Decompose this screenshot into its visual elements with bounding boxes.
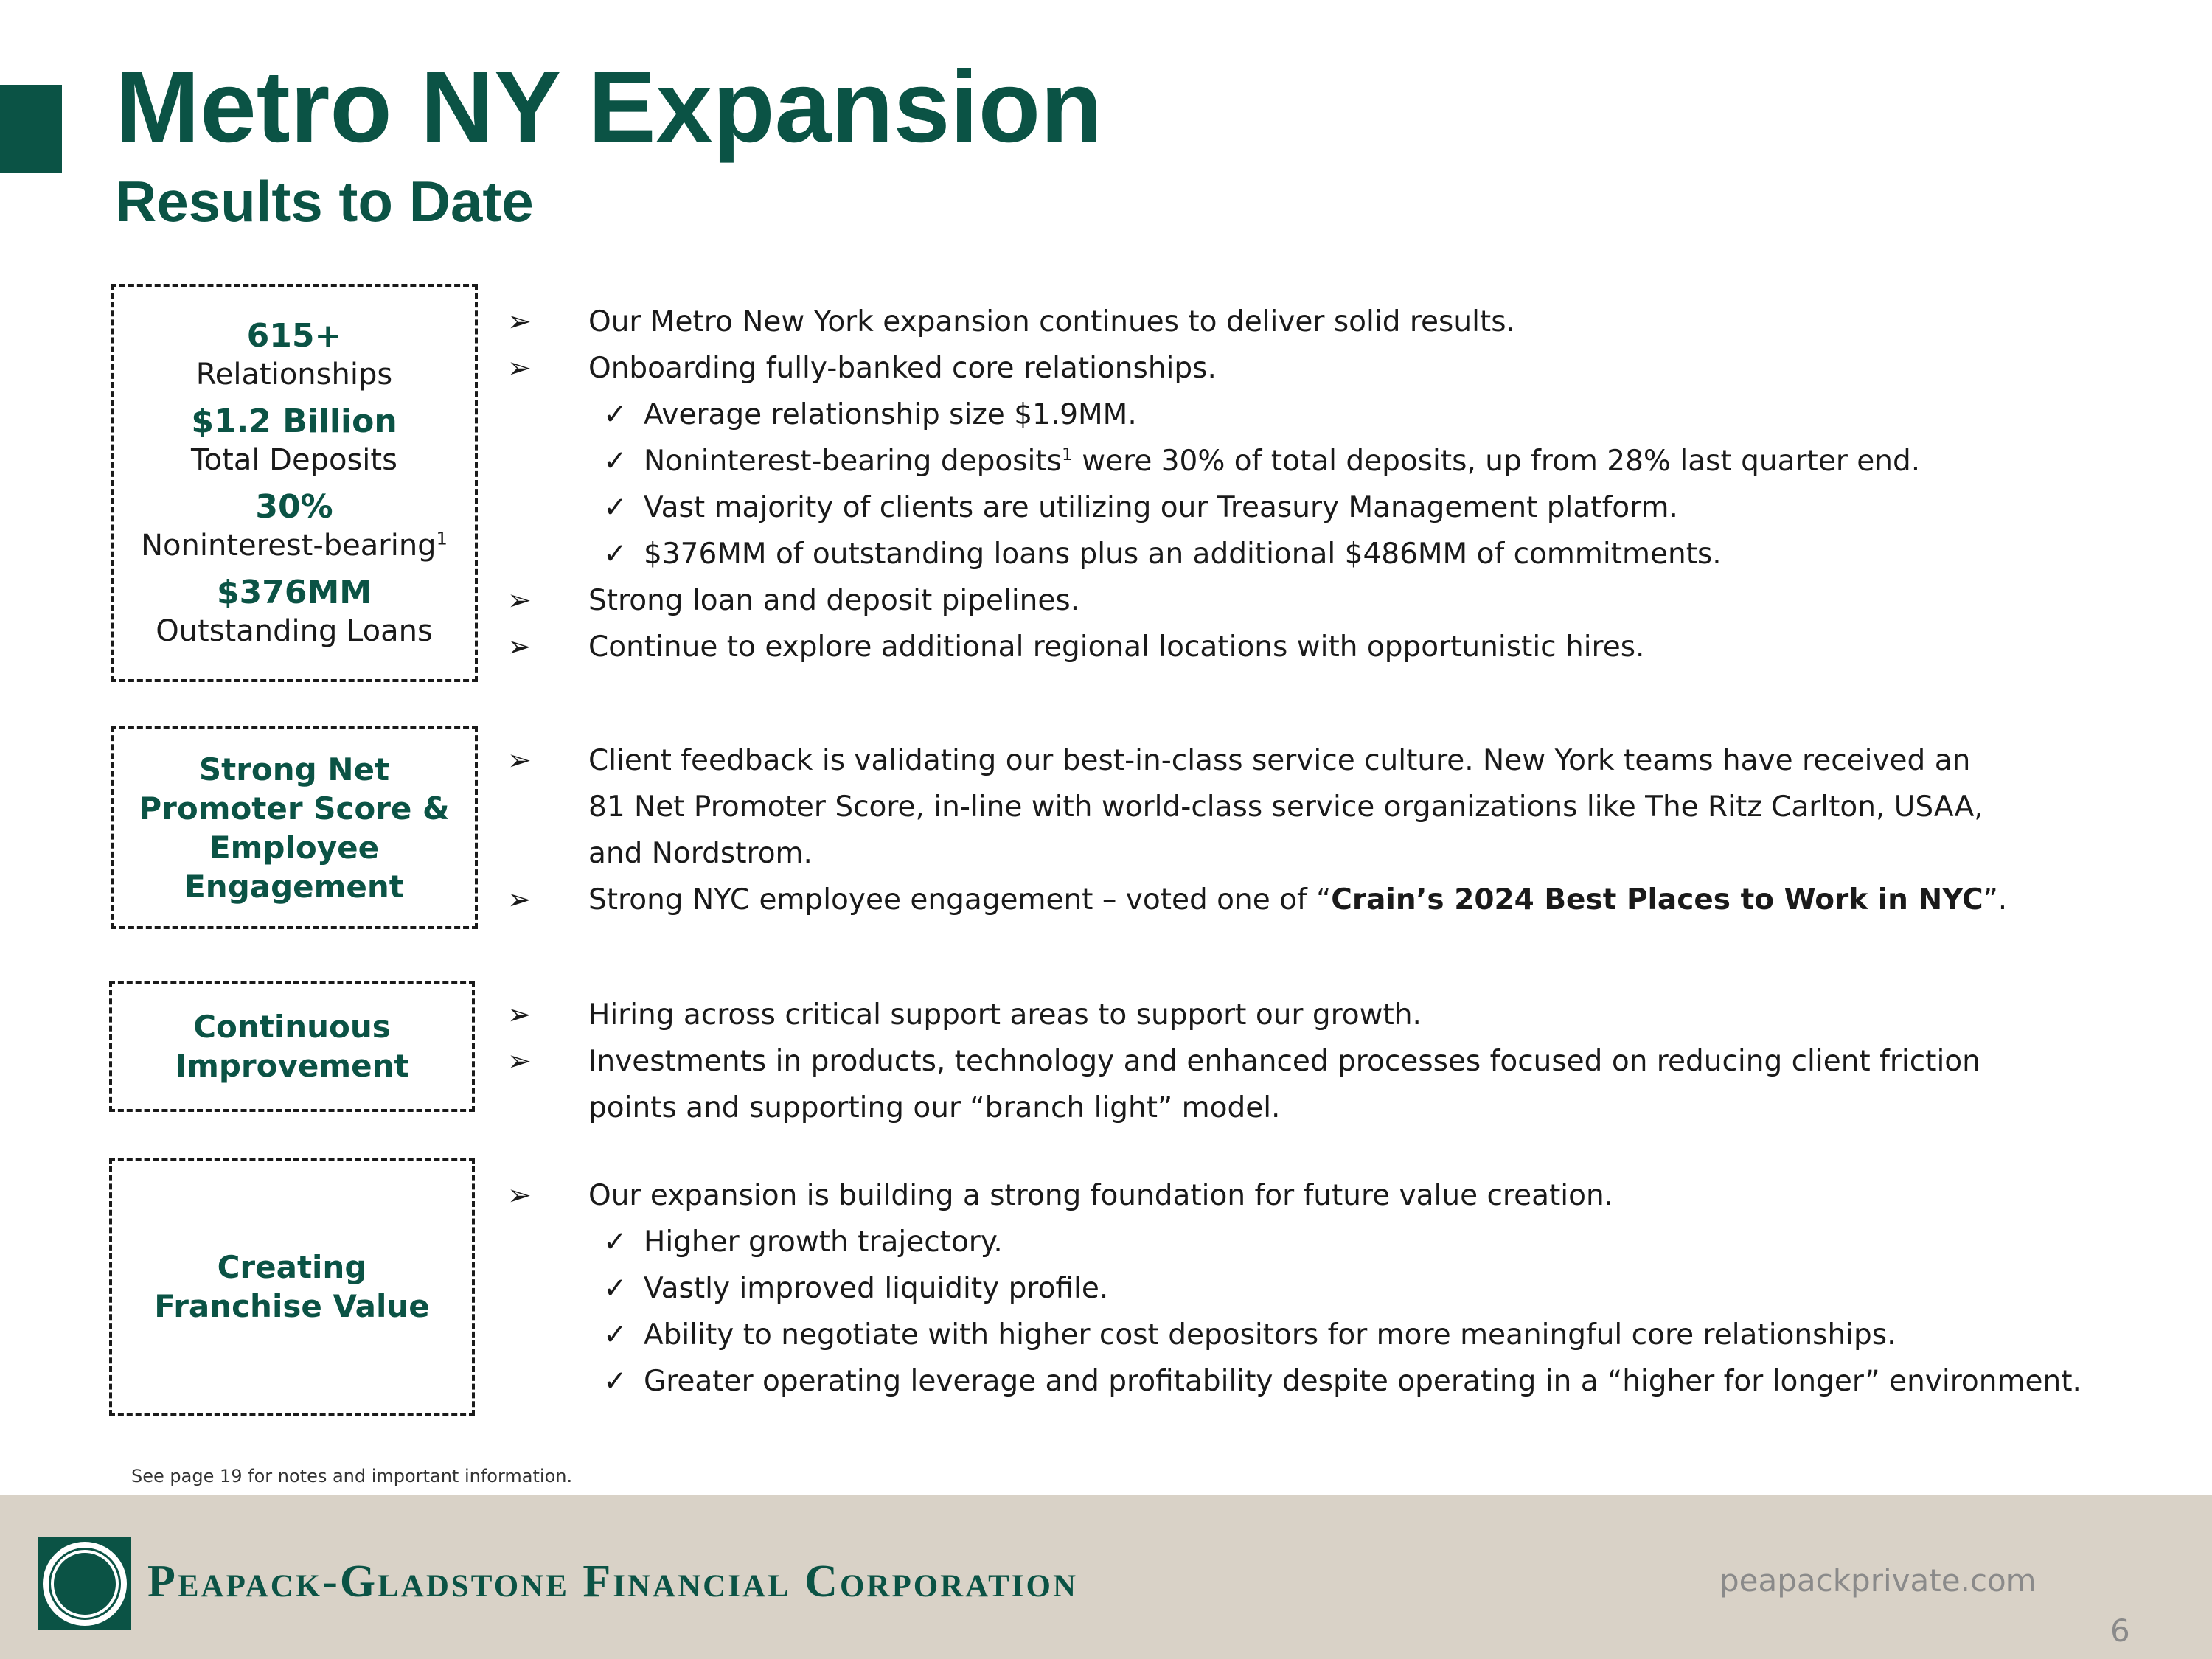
bullet-item [507, 877, 2196, 923]
footnote-marker: 1 [1061, 444, 1073, 465]
bullet-item [507, 299, 2196, 345]
check-text: were 30% of total deposits, up from 28% last quarter end. [1072, 445, 1921, 478]
bullet-text: Client feedback is validating our best-in-class service culture. New York teams have received an [588, 744, 1971, 777]
checkmark-icon: ✓ [603, 1318, 627, 1352]
footnote: See page 19 for notes and important information. [131, 1466, 573, 1486]
arrow-bullet-icon: ➢ [507, 584, 532, 617]
bullet-item [507, 624, 2196, 670]
stat-value-noninterest: 30% [255, 488, 333, 526]
bullet-text: Investments in products, technology and enhanced processes focused on reducing client friction [588, 1045, 1980, 1078]
checkmark-icon: ✓ [603, 1365, 627, 1398]
checkmark-icon: ✓ [603, 398, 627, 431]
page-subtitle: Results to Date [115, 169, 534, 234]
bullet-text: Our expansion is building a strong foundation for future value creation. [588, 1179, 1614, 1212]
bullet-continuation: points and supporting our “branch light” model. [588, 1091, 1281, 1124]
arrow-bullet-icon: ➢ [507, 998, 532, 1032]
arrow-bullet-icon: ➢ [507, 305, 532, 338]
arrow-bullet-icon: ➢ [507, 744, 532, 777]
bullet-item [507, 577, 2196, 624]
stat-label-loans: Outstanding Loans [156, 614, 433, 648]
checkmark-icon: ✓ [603, 1225, 627, 1259]
arrow-bullet-icon: ➢ [507, 1045, 532, 1078]
stat-label-deposits: Total Deposits [191, 443, 397, 477]
bullet-continuation: and Nordstrom. [588, 837, 813, 870]
stat-value-relationships: 615+ [246, 317, 342, 355]
check-item [507, 438, 2196, 484]
checkmark-icon: ✓ [603, 445, 627, 478]
bullet-text: Our Metro New York expansion continues to deliver solid results. [588, 305, 1515, 338]
nps-box [111, 726, 478, 929]
footer [0, 1495, 2212, 1659]
results-section [507, 299, 2196, 670]
arrow-bullet-icon: ➢ [507, 630, 532, 664]
stats-box [111, 284, 478, 682]
page-title: Metro NY Expansion [115, 50, 1103, 164]
bullet-text: Strong NYC employee engagement – voted one of “ [588, 883, 1332, 917]
bullet-text: Hiring across critical support areas to support our growth. [588, 998, 1422, 1032]
check-item [507, 1265, 2196, 1312]
company-logo-icon [38, 1537, 131, 1630]
check-item [507, 531, 2196, 577]
stat-label-noninterest [132, 527, 456, 564]
stat-label-relationships: Relationships [195, 358, 393, 392]
check-item [507, 392, 2196, 438]
check-text: Vast majority of clients are utilizing our Treasury Management platform. [644, 491, 1678, 524]
improvement-box-title: Continuous Improvement [175, 1009, 409, 1084]
stat-value-loans: $376MM [216, 574, 372, 611]
bullet-text: Strong loan and deposit pipelines. [588, 584, 1080, 617]
check-text: $376MM of outstanding loans plus an additional $486MM of commitments. [644, 538, 1722, 571]
franchise-box-title: Creating Franchise Value [154, 1249, 430, 1324]
bullet-item [507, 737, 2196, 784]
website-url: peapackprivate.com [1719, 1562, 2037, 1599]
bullet-text: ”. [1983, 883, 2008, 917]
title-accent-bar [0, 85, 62, 173]
bullet-item [507, 1172, 2196, 1219]
improvement-box [109, 981, 475, 1112]
check-text: Higher growth trajectory. [644, 1225, 1003, 1259]
stat-value-deposits: $1.2 Billion [191, 403, 397, 440]
bullet-continuation: 81 Net Promoter Score, in-line with world-class service organizations like The Ritz Carlton, USAA, [588, 790, 1983, 824]
check-item [507, 1358, 2196, 1405]
franchise-box [109, 1158, 475, 1416]
bullet-item [507, 992, 2196, 1038]
nps-section [507, 737, 2196, 923]
arrow-bullet-icon: ➢ [507, 352, 532, 385]
nps-box-title: Strong Net Promoter Score & Employee Engagement [139, 751, 450, 905]
bullet-item [507, 1038, 2196, 1085]
check-text: Greater operating leverage and profitability despite operating in a “higher for longer” environment. [644, 1365, 2081, 1398]
award-name: Crain’s 2024 Best Places to Work in NYC [1331, 883, 1983, 917]
check-item [507, 484, 2196, 531]
company-name: Peapack-Gladstone Financial Corporation [147, 1557, 1078, 1607]
logo-ring [43, 1542, 127, 1626]
check-item [507, 1312, 2196, 1358]
arrow-bullet-icon: ➢ [507, 1179, 532, 1212]
improvement-section [507, 992, 2196, 1131]
checkmark-icon: ✓ [603, 491, 627, 524]
bullet-text: Onboarding fully-banked core relationships. [588, 352, 1217, 385]
checkmark-icon: ✓ [603, 1272, 627, 1305]
check-text: Noninterest-bearing deposits [644, 445, 1062, 478]
check-text: Vastly improved liquidity profile. [644, 1272, 1109, 1305]
check-text: Average relationship size $1.9MM. [644, 398, 1137, 431]
check-text: Ability to negotiate with higher cost depositors for more meaningful core relationships. [644, 1318, 1896, 1352]
logo-emblem [51, 1550, 119, 1618]
bullet-text: Continue to explore additional regional locations with opportunistic hires. [588, 630, 1645, 664]
check-item [507, 1219, 2196, 1265]
franchise-section [507, 1172, 2196, 1405]
arrow-bullet-icon: ➢ [507, 883, 532, 917]
bullet-item [507, 345, 2196, 392]
footnote-marker: 1 [436, 528, 448, 549]
checkmark-icon: ✓ [603, 538, 627, 571]
stat-label-noninterest-text: Noninterest-bearing [141, 529, 437, 563]
page-number: 6 [2110, 1613, 2130, 1649]
